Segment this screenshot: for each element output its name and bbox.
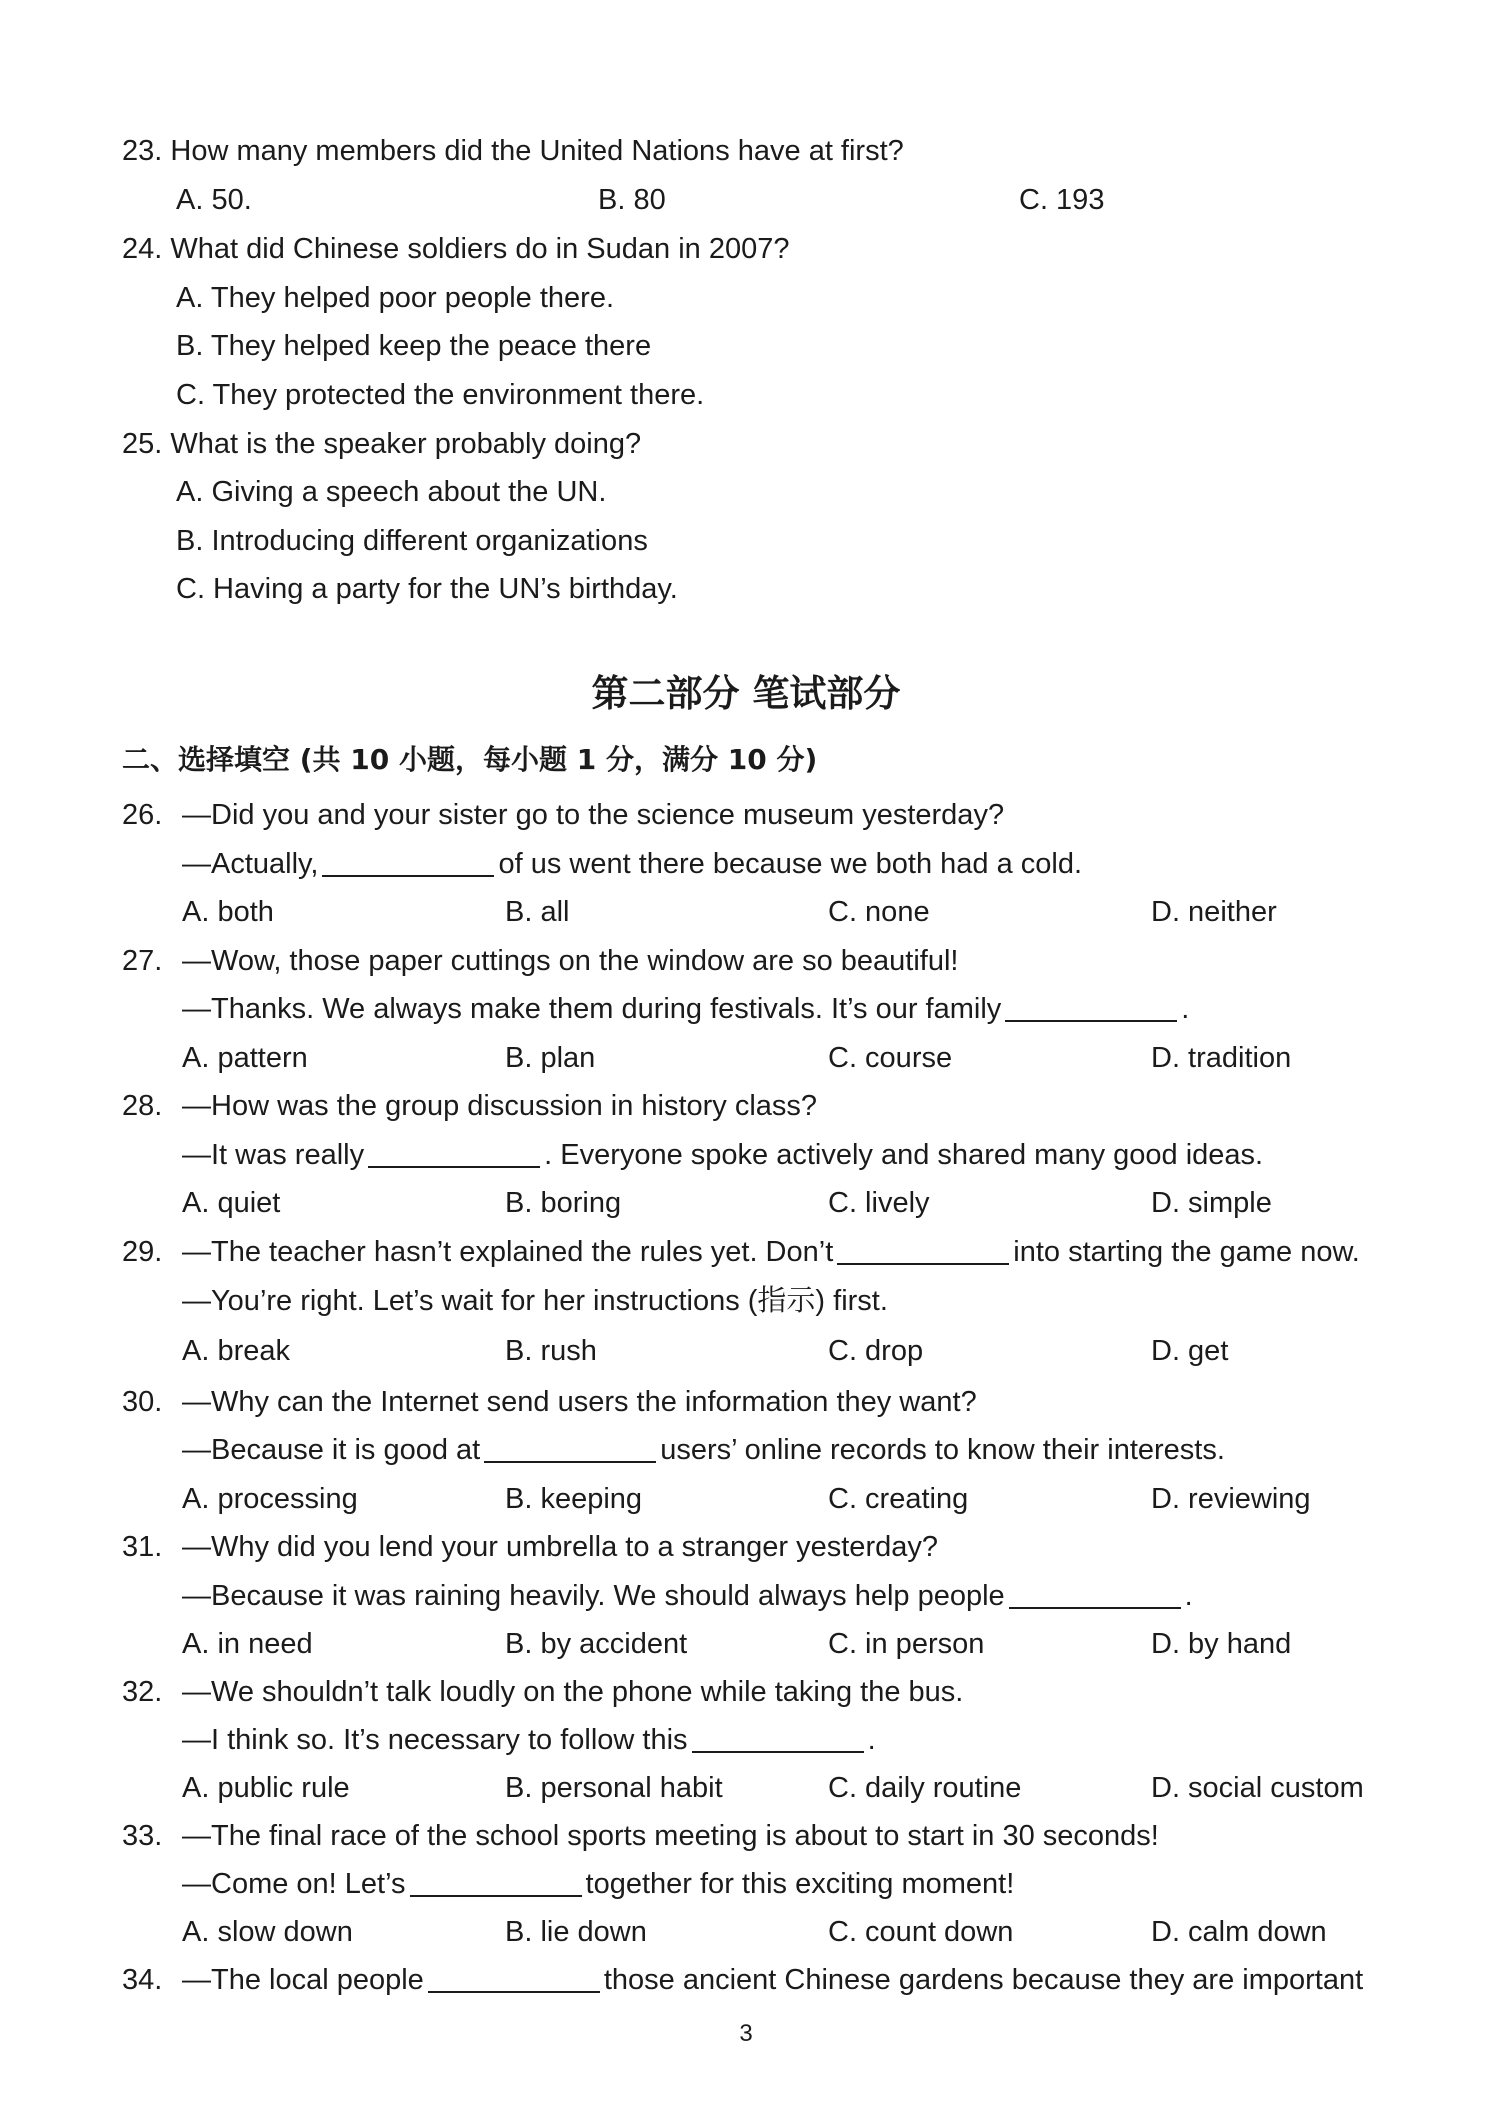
answer-blank (837, 1262, 1009, 1265)
option-23-c: C. 193 (1019, 184, 1105, 216)
option-29-b: B. rush (505, 1335, 597, 1367)
question-26-line2: —Actually, of us went there because we both had a cold. (182, 848, 1083, 880)
answer-blank (1005, 1019, 1177, 1022)
question-26-line1: —Did you and your sister go to the science museum yesterday? (182, 799, 1005, 831)
answer-blank (428, 1990, 600, 1993)
option-26-d: D. neither (1151, 896, 1277, 928)
option-27-a: A. pattern (182, 1042, 308, 1074)
option-28-d: D. simple (1151, 1187, 1272, 1219)
answer-blank (1009, 1606, 1181, 1609)
page-number: 3 (739, 2020, 753, 2047)
question-31-number: 31. (122, 1531, 163, 1563)
option-30-c: C. creating (828, 1483, 969, 1515)
option-32-a: A. public rule (182, 1772, 350, 1804)
option-28-a: A. quiet (182, 1187, 281, 1219)
question-23: 23. How many members did the United Nations have at first? (122, 135, 904, 167)
question-25: 25. What is the speaker probably doing? (122, 428, 642, 460)
question-28-number: 28. (122, 1090, 163, 1122)
part-heading: 二、选择填空 (共 10 小题，每小题 1 分，满分 10 分) (122, 743, 818, 776)
option-23-b: B. 80 (598, 184, 666, 216)
option-25-c: C. Having a party for the UN’s birthday. (176, 573, 678, 605)
option-33-b: B. lie down (505, 1916, 647, 1948)
option-27-b: B. plan (505, 1042, 596, 1074)
question-27-line1: —Wow, those paper cuttings on the window are so beautiful! (182, 945, 959, 977)
question-26-number: 26. (122, 799, 163, 831)
option-31-b: B. by accident (505, 1628, 688, 1660)
question-27-line2: —Thanks. We always make them during festivals. It’s our family . (182, 993, 1190, 1025)
question-29-line2: —You’re right. Let’s wait for her instructions (指示) first. (182, 1285, 888, 1317)
option-31-a: A. in need (182, 1628, 313, 1660)
answer-blank (484, 1460, 656, 1463)
option-24-a: A. They helped poor people there. (176, 282, 615, 314)
option-29-a: A. break (182, 1335, 290, 1367)
option-30-a: A. processing (182, 1483, 358, 1515)
question-32-number: 32. (122, 1676, 163, 1708)
question-28-line1: —How was the group discussion in history class? (182, 1090, 818, 1122)
option-25-b: B. Introducing different organizations (176, 525, 648, 557)
option-28-b: B. boring (505, 1187, 622, 1219)
question-33-line1: —The final race of the school sports meeting is about to start in 30 seconds! (182, 1820, 1159, 1852)
question-33-number: 33. (122, 1820, 163, 1852)
option-29-c: C. drop (828, 1335, 924, 1367)
option-27-c: C. course (828, 1042, 953, 1074)
answer-blank (368, 1165, 540, 1168)
option-26-b: B. all (505, 896, 570, 928)
question-31-line1: —Why did you lend your umbrella to a stranger yesterday? (182, 1531, 938, 1563)
option-27-d: D. tradition (1151, 1042, 1292, 1074)
option-28-c: C. lively (828, 1187, 930, 1219)
question-31-line2: —Because it was raining heavily. We should always help people . (182, 1580, 1193, 1612)
option-24-b: B. They helped keep the peace there (176, 330, 652, 362)
option-26-c: C. none (828, 896, 930, 928)
answer-blank (322, 874, 494, 877)
question-32-line2: —I think so. It’s necessary to follow this . (182, 1724, 876, 1756)
question-34-number: 34. (122, 1964, 163, 1996)
option-32-b: B. personal habit (505, 1772, 723, 1804)
option-33-a: A. slow down (182, 1916, 353, 1948)
option-26-a: A. both (182, 896, 274, 928)
section-title: 第二部分 笔试部分 (591, 672, 901, 715)
answer-blank (410, 1894, 582, 1897)
question-27-number: 27. (122, 945, 163, 977)
option-32-d: D. social custom (1151, 1772, 1364, 1804)
question-30-line2: —Because it is good at users’ online records to know their interests. (182, 1434, 1225, 1466)
option-31-d: D. by hand (1151, 1628, 1292, 1660)
question-34-line1: —The local people those ancient Chinese gardens because they are important (182, 1964, 1364, 1996)
option-29-d: D. get (1151, 1335, 1229, 1367)
question-30-line1: —Why can the Internet send users the information they want? (182, 1386, 977, 1418)
question-32-line1: —We shouldn’t talk loudly on the phone while taking the bus. (182, 1676, 964, 1708)
question-24: 24. What did Chinese soldiers do in Sudan in 2007? (122, 233, 790, 265)
option-30-d: D. reviewing (1151, 1483, 1311, 1515)
question-33-line2: —Come on! Let’s together for this exciting moment! (182, 1868, 1015, 1900)
question-29-line1: —The teacher hasn’t explained the rules yet. Don’t into starting the game now. (182, 1236, 1360, 1268)
option-25-a: A. Giving a speech about the UN. (176, 476, 607, 508)
option-31-c: C. in person (828, 1628, 985, 1660)
question-30-number: 30. (122, 1386, 163, 1418)
option-33-c: C. count down (828, 1916, 1014, 1948)
option-24-c: C. They protected the environment there. (176, 379, 705, 411)
option-23-a: A. 50. (176, 184, 252, 216)
question-28-line2: —It was really . Everyone spoke actively and shared many good ideas. (182, 1139, 1264, 1171)
option-33-d: D. calm down (1151, 1916, 1327, 1948)
question-29-number: 29. (122, 1236, 163, 1268)
answer-blank (692, 1750, 864, 1753)
option-30-b: B. keeping (505, 1483, 643, 1515)
option-32-c: C. daily routine (828, 1772, 1022, 1804)
